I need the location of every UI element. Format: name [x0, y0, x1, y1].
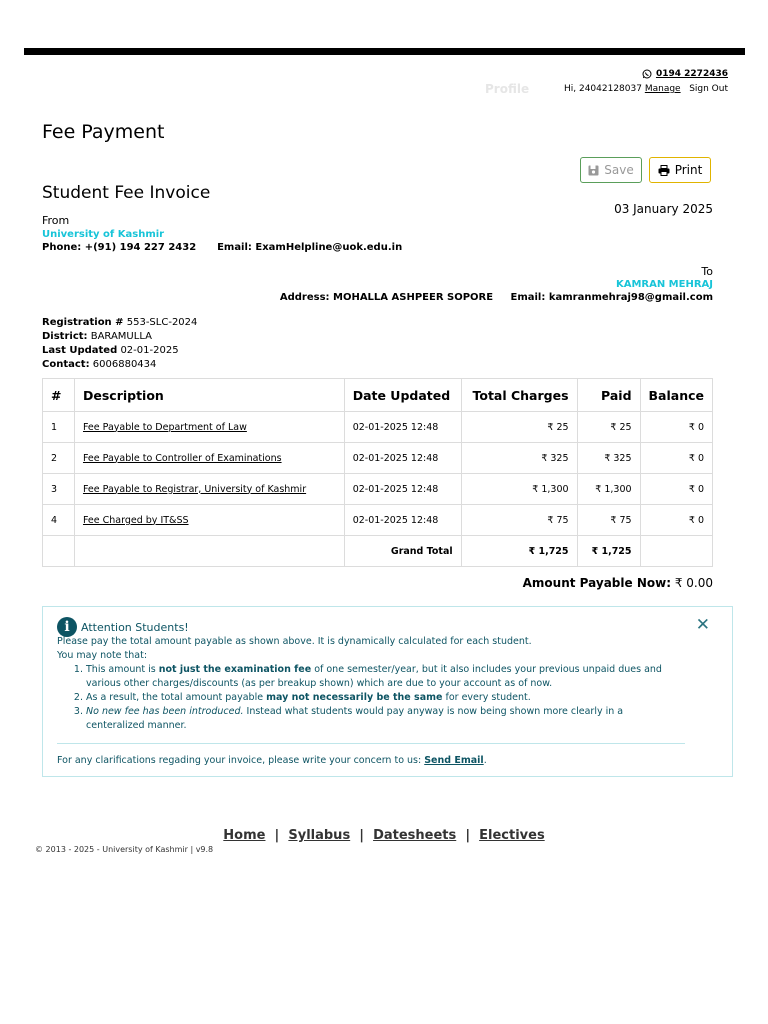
from-email: Email: ExamHelpline@uok.edu.in	[217, 242, 403, 253]
table-row	[43, 443, 713, 474]
close-icon[interactable]: ✕	[695, 615, 710, 635]
reg-value: 553-SLC-2024	[126, 317, 198, 328]
table-row	[43, 505, 713, 536]
attention-alert	[42, 606, 733, 777]
col-total: Total Charges	[461, 379, 577, 412]
row-number: 4	[43, 505, 75, 536]
footer-home-link[interactable]: Home	[223, 828, 266, 843]
alert-footer: For any clarifications regading your invoice, please write your concern to us: Send Email.	[57, 755, 487, 766]
invoice-title: Student Fee Invoice	[42, 183, 211, 203]
row-total: ₹ 325	[461, 443, 577, 474]
alert-divider	[57, 743, 685, 744]
row-balance: ₹ 0	[640, 443, 712, 474]
whatsapp-icon	[642, 69, 652, 79]
row-description-link[interactable]: Fee Payable to Department of Law	[74, 412, 344, 443]
updated-value: 02-01-2025	[120, 345, 179, 356]
helpline[interactable]	[642, 68, 728, 80]
save-label: Save	[604, 163, 634, 177]
to-name: KAMRAN MEHRAJ	[615, 279, 713, 290]
col-balance: Balance	[640, 379, 712, 412]
row-total: ₹ 25	[461, 412, 577, 443]
send-email-link[interactable]: Send Email	[424, 755, 484, 766]
contact-label: Contact:	[42, 359, 90, 370]
alert-body	[57, 635, 682, 733]
to-label: To	[701, 265, 713, 278]
table-row	[43, 412, 713, 443]
table-row	[43, 474, 713, 505]
row-date: 02-01-2025 12:48	[344, 474, 461, 505]
table-header-row	[43, 379, 713, 412]
alert-list	[57, 663, 682, 733]
floppy-icon	[588, 165, 599, 176]
row-description-link[interactable]: Fee Payable to Controller of Examinations	[74, 443, 344, 474]
page-title: Fee Payment	[42, 121, 165, 143]
col-date: Date Updated	[344, 379, 461, 412]
row-paid: ₹ 1,300	[577, 474, 640, 505]
footer-syllabus-link[interactable]: Syllabus	[288, 828, 351, 843]
alert-line1: Please pay the total amount payable as shown above. It is dynamically calculated for each student.	[57, 636, 532, 647]
updated-label: Last Updated	[42, 345, 118, 356]
alert-foot-text: For any clarifications regading your invoice, please write your concern to us:	[57, 755, 425, 766]
row-date: 02-01-2025 12:48	[344, 443, 461, 474]
save-button[interactable]	[580, 157, 642, 183]
row-date: 02-01-2025 12:48	[344, 412, 461, 443]
row-number: 2	[43, 443, 75, 474]
row-number: 1	[43, 412, 75, 443]
info-icon: i	[57, 617, 77, 637]
print-button[interactable]	[649, 157, 711, 183]
amount-payable-value: ₹ 0.00	[674, 576, 713, 590]
row-date: 02-01-2025 12:48	[344, 505, 461, 536]
signout-link[interactable]: Sign Out	[689, 84, 728, 94]
alert-heading	[57, 617, 189, 637]
row-total: ₹ 1,300	[461, 474, 577, 505]
from-block	[42, 214, 402, 255]
fee-table	[42, 378, 713, 567]
amount-payable-label: Amount Payable Now:	[522, 576, 671, 590]
row-paid: ₹ 325	[577, 443, 640, 474]
row-balance: ₹ 0	[640, 505, 712, 536]
footer-datesheets-link[interactable]: Datesheets	[373, 828, 457, 843]
to-email: Email: kamranmehraj98@gmail.com	[510, 292, 713, 303]
manage-link[interactable]: Manage	[644, 84, 681, 94]
from-phone: Phone: +(91) 194 227 2432	[42, 242, 197, 253]
amount-payable	[523, 576, 713, 590]
alert-title: Attention Students!	[81, 620, 189, 634]
district-value: BARAMULLA	[90, 331, 152, 342]
footer-nav: Home | Syllabus | Datesheets | Electives	[223, 828, 545, 843]
row-balance: ₹ 0	[640, 474, 712, 505]
contact-value: 6006880434	[92, 359, 157, 370]
grand-total-row	[43, 536, 713, 567]
row-description-link[interactable]: Fee Payable to Registrar, University of Kashmir	[74, 474, 344, 505]
profile-link[interactable]: Profile	[485, 82, 530, 96]
col-description: Description	[74, 379, 344, 412]
row-number: 3	[43, 474, 75, 505]
row-paid: ₹ 75	[577, 505, 640, 536]
grand-paid-value: ₹ 1,725	[577, 536, 640, 567]
student-details	[42, 316, 197, 372]
account-info	[564, 68, 728, 95]
helpline-number[interactable]: 0194 2272436	[655, 69, 728, 79]
row-description-link[interactable]: Fee Charged by IT&SS	[74, 505, 344, 536]
printer-icon	[658, 165, 670, 176]
grand-total-label: Grand Total	[344, 536, 461, 567]
col-number: #	[43, 379, 75, 412]
district-label: District:	[42, 331, 88, 342]
row-balance: ₹ 0	[640, 412, 712, 443]
copyright: © 2013 - 2025 - University of Kashmir | v9.8	[35, 845, 214, 854]
col-paid: Paid	[577, 379, 640, 412]
greeting: Hi, 24042128037	[563, 84, 642, 94]
reg-label: Registration #	[42, 317, 124, 328]
list-item: 3. No new fee has been introduced. Instead what students would pay anyway is now being shown more clearly in a centeralized manner.	[86, 705, 682, 733]
top-bar	[24, 48, 745, 55]
row-total: ₹ 75	[461, 505, 577, 536]
list-item: 1. This amount is not just the examination fee of one semester/year, but it also includes your previous unpaid dues and various other charges/discounts (as per breakup shown) which are due to your account as of now.	[86, 663, 682, 691]
footer-electives-link[interactable]: Electives	[479, 828, 545, 843]
to-block	[280, 265, 713, 304]
list-item: 2. As a result, the total amount payable may not necessarily be the same for every student.	[86, 691, 682, 705]
row-paid: ₹ 25	[577, 412, 640, 443]
from-org: University of Kashmir	[42, 228, 165, 240]
invoice-date: 03 January 2025	[614, 202, 713, 216]
to-contact	[280, 291, 713, 304]
alert-line2: You may note that:	[57, 650, 148, 661]
from-label: From	[42, 214, 70, 227]
grand-total-value: ₹ 1,725	[461, 536, 577, 567]
to-address: Address: MOHALLA ASHPEER SOPORE	[279, 292, 494, 303]
print-label: Print	[674, 163, 703, 177]
from-contact	[42, 241, 402, 255]
